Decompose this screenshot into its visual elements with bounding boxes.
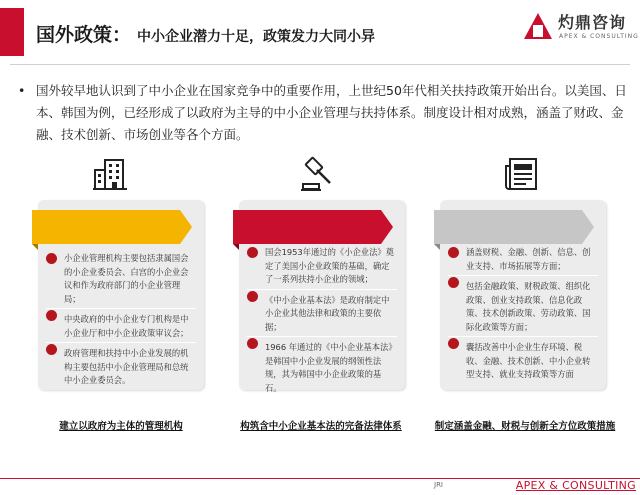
column-caption-measures: 制定涵盖金融、财税与创新全方位政策措施 [434, 421, 616, 432]
list-item: 中央政府的中小企业专门机构是中小企业厅和中小企业政策审议会； [46, 308, 196, 340]
list-item: 《中小企业基本法》是政府制定中小企业其他法律和政策的主要依据； [247, 289, 397, 335]
red-dot-icon [448, 247, 459, 258]
column-caption-legal: 构筑含中小企业基本法的完备法律体系 [240, 421, 402, 432]
red-dot-icon [247, 338, 258, 349]
red-dot-icon [46, 253, 57, 264]
column-caption-management: 建立以政府为主体的管理机构 [59, 421, 183, 432]
red-dot-icon [448, 338, 459, 349]
card-ribbon [32, 210, 192, 244]
list-item: 小企业管理机构主要包括隶属国会的小企业委员会、白宫的小企业会议和作为政府部门的小企业管理局； [46, 252, 196, 306]
red-dot-icon [247, 291, 258, 302]
ribbon-band [32, 210, 180, 244]
red-dot-icon [46, 344, 57, 355]
footer-brand-link[interactable]: APEX & CONSULTING [515, 479, 636, 492]
gavel-icon [300, 156, 336, 192]
red-dot-icon [448, 277, 459, 288]
header-divider [10, 64, 630, 65]
title-accent-bar [0, 8, 24, 56]
logo-english-name: APEX & CONSULTING [559, 33, 639, 40]
building-icon [92, 156, 128, 192]
ribbon-arrow [180, 210, 192, 244]
intro-text: 国外较早地认识到了中小企业在国家竞争中的重要作用，上世纪50年代相关扶持政策开始出台。以美国、日本、韩国为例，已经形成了以政府为主导的中小企业管理与扶持体系。制度设计相对成熟，涵盖了财政、金融、技术创新、市场创业等各个方面。 [36, 83, 627, 142]
card-item-list [448, 246, 598, 382]
list-item: 1966 年通过的《中小企业基本法》是韩国中小企业发展的纲领性法规，其为韩国中小企业政策的基石。 [247, 336, 397, 395]
policy-card-management [38, 200, 204, 390]
ribbon-fold [434, 244, 440, 250]
ribbon-arrow [381, 210, 393, 244]
page-title [36, 20, 375, 47]
red-dot-icon [247, 247, 258, 258]
page-title-sub: 中小企业潜力十足，政策发力大同小异 [137, 29, 376, 45]
card-ribbon [233, 210, 393, 244]
ribbon-fold [233, 244, 239, 250]
list-item: 囊括改善中小企业生存环境、税收、金融、技术创新、中小企业转型支持、就业支持政策等方面 [448, 336, 598, 382]
brand-logo [524, 10, 639, 44]
intro-bullet: • [18, 83, 26, 98]
ribbon-arrow [582, 210, 594, 244]
list-item: 国会1953年通过的《小企业法》奠定了美国小企业政策的基础，确定了一系列扶持小企业的领域； [247, 246, 397, 287]
card-item-list [46, 252, 196, 388]
page-title-main: 国外政策： [36, 24, 132, 46]
ribbon-band [434, 210, 582, 244]
list-item: 政府管理和扶持中小企业发展的机构主要包括中小企业管理局和总统中小企业委员会。 [46, 342, 196, 388]
footer-code: JRI [434, 481, 443, 489]
card-item-list [247, 246, 397, 395]
intro-paragraph [18, 80, 628, 146]
ribbon-band [233, 210, 381, 244]
red-dot-icon [46, 310, 57, 321]
document-icon [504, 156, 540, 192]
title-bar [0, 8, 500, 56]
card-ribbon [434, 210, 594, 244]
logo-triangle-cutout [533, 25, 543, 37]
policy-card-measures [440, 200, 606, 390]
policy-card-legal [239, 200, 405, 393]
list-item: 包括金融政策、财税政策、组织化政策、创业支持政策、信息化政策、技术创新政策、劳动政策、国际化政策等方面； [448, 275, 598, 334]
ribbon-fold [32, 244, 38, 250]
list-item: 涵盖财税、金融、创新、信息、创业支持、市场拓展等方面； [448, 246, 598, 273]
logo-name: 灼鼎咨询 [558, 13, 627, 32]
